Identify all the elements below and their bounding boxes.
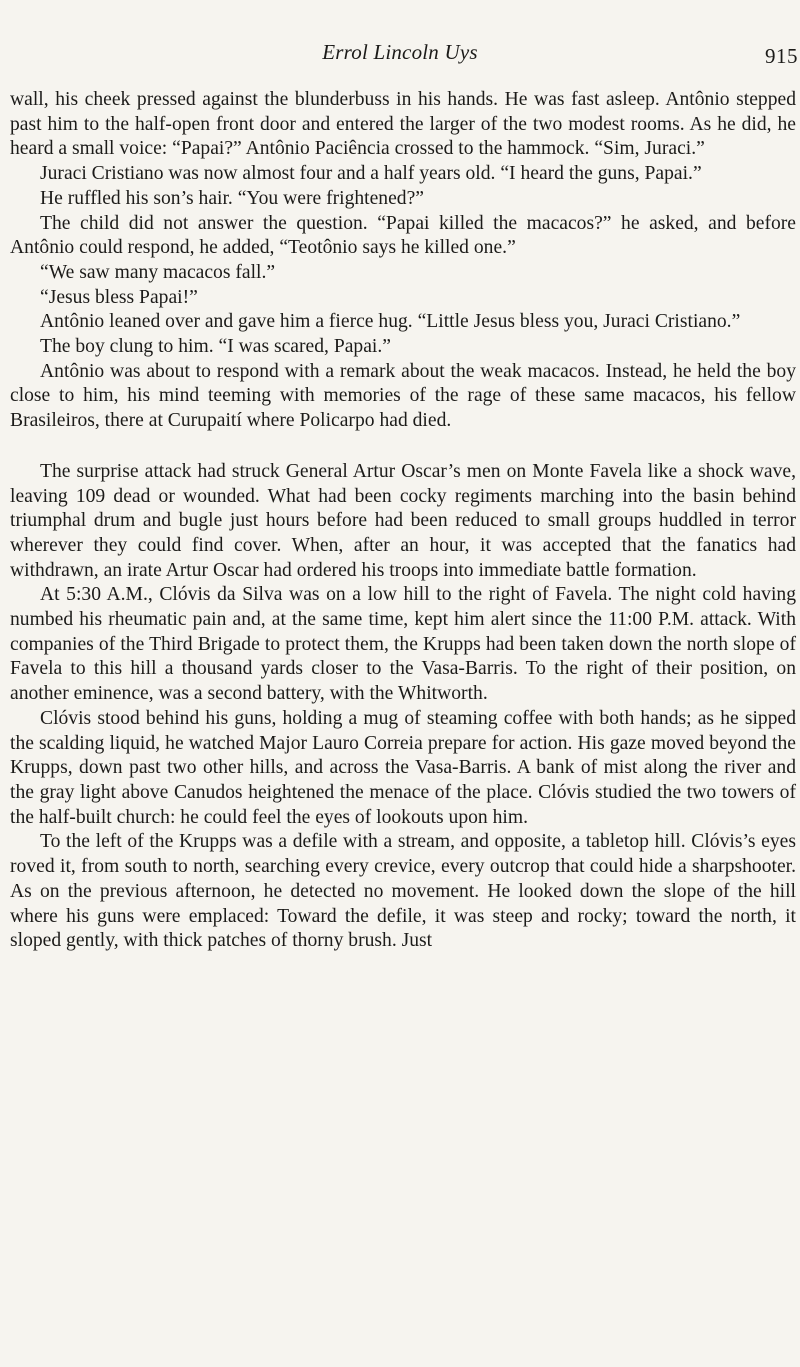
- page-number: 915: [765, 44, 798, 68]
- paragraph: At 5:30 A.M., Clóvis da Silva was on a low hill to the right of Favela. The night cold having numbed his rheumatic pain and, at the same time, kept him alert since the 11:00 P.M. attack. With companies of the Third Brigade to protect them, the Krupps had been taken down the north slope of Favela to this hill a thousand yards closer to the Vasa-Barris. To the right of their position, on another eminence, was a second battery, with the Whitworth.: [10, 584, 796, 705]
- paragraph: To the left of the Krupps was a defile with a stream, and opposite, a tabletop hill. Clóvis’s eyes roved it, from south to north, searching every crevice, every outcrop that could hide a sharpshooter. As on the previous afternoon, he detected no movement. He looked down the slope of the hill where his guns were emplaced: Toward the defile, it was steep and rocky; toward the north, it sloped gently, with thick patches of thorny brush. Just: [10, 831, 796, 952]
- section-break: [10, 434, 796, 460]
- paragraph: The boy clung to him. “I was scared, Papai.”: [40, 336, 391, 358]
- paragraph: Antônio was about to respond with a remark about the weak macacos. Instead, he held the boy close to him, his mind teeming with memories of the rage of these same macacos, his fellow Brasileiros, there at Curupaití where Policarpo had died.: [10, 360, 796, 432]
- paragraph: Juraci Cristiano was now almost four and a half years old. “I heard the guns, Papai.”: [40, 163, 702, 185]
- running-head: Errol Lincoln Uys: [322, 40, 478, 64]
- page-body: [10, 88, 796, 954]
- paragraph: Antônio leaned over and gave him a fierce hug. “Little Jesus bless you, Juraci Cristiano.”: [40, 311, 741, 333]
- paragraph: “Jesus bless Papai!”: [40, 286, 198, 308]
- paragraph: He ruffled his son’s hair. “You were frightened?”: [40, 187, 424, 209]
- paragraph: “We saw many macacos fall.”: [40, 261, 276, 283]
- paragraph-continued: wall, his cheek pressed against the blunderbuss in his hands. He was fast asleep. Antônio stepped past him to the half-open front door and entered the larger of the two modest rooms. As he did, he heard a small voice: “Papai?” Antônio Paciência crossed to the hammock. “Sim, Juraci.”: [10, 89, 796, 160]
- paragraph: Clóvis stood behind his guns, holding a mug of steaming coffee with both hands; as he sipped the scalding liquid, he watched Major Lauro Correia prepare for action. His gaze moved beyond the Krupps, down past two other hills, and across the Vasa-Barris. A bank of mist along the river and the gray light above Canudos heightened the menace of the place. Clóvis studied the two towers of the half-built church: he could feel the eyes of lookouts upon him.: [10, 707, 796, 828]
- paragraph: The surprise attack had struck General Artur Oscar’s men on Monte Favela like a shock wave, leaving 109 dead or wounded. What had been cocky regiments marching into the basin behind triumphal drum and bugle just hours before had been reduced to small groups huddled in terror wherever they could find cover. When, after an hour, it was accepted that the fanatics had withdrawn, an irate Artur Oscar had ordered his troops into immediate battle formation.: [10, 460, 796, 581]
- page-header: [0, 38, 800, 68]
- paragraph: The child did not answer the question. “Papai killed the macacos?” he asked, and before Antônio could respond, he added, “Teotônio says he killed one.”: [10, 212, 796, 259]
